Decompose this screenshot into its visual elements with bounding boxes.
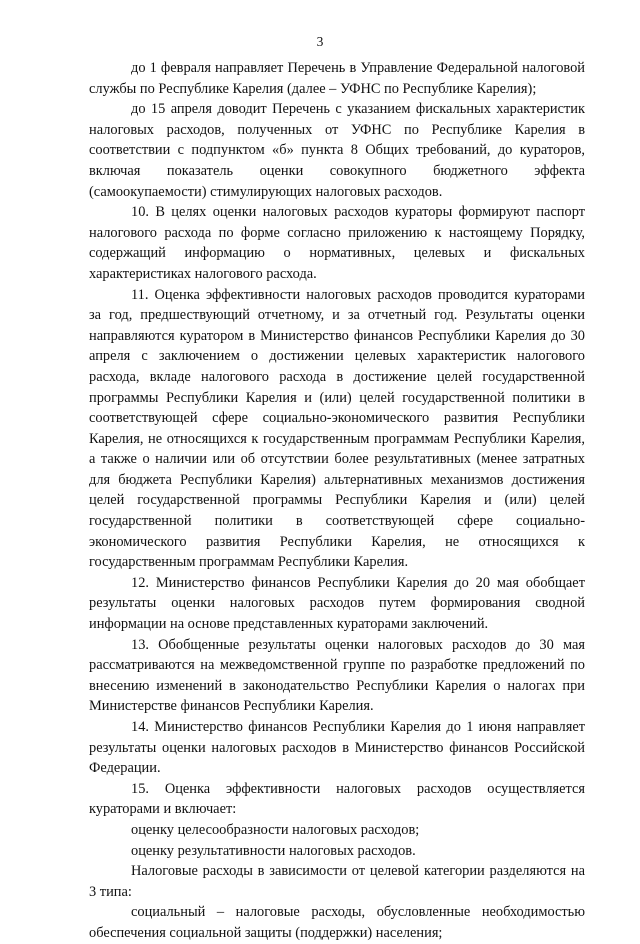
paragraph-item-11: 11. Оценка эффективности налоговых расходов проводится кураторами за год, предшествующий отчетному, и за отчетный год. Результаты оценки направляются куратором в Министерство финансов Республики Карелия до 30 апреля с заключением о достижении целевых характеристик налогового расхода, вкладе налогового расхода в достижение целей государственной программы Республики Карелия и (или) целей государственной политики в соответствующей сфере социально-экономического развития Республики Карелия, не относящихся к государственным программам Республики Карелия, а также о наличии или об отсутствии более результативных (менее затратных для бюджета Республики Карелия) альтернативных механизмов достижения целей государственной программы Республики Карелия и (или) целей государственной политики в соответствующей сфере социально-экономического развития Республики Карелия, не относящихся к государственным программам Республики Карелия. (89, 286, 585, 571)
paragraph-item-10: 10. В целях оценки налоговых расходов кураторы формируют паспорт налогового расхода по форме согласно приложению к настоящему Порядку, содержащий информацию о нормативных, целевых и фискальных характеристиках налогового расхода. (89, 204, 585, 282)
paragraph-item-14: 14. Министерство финансов Республики Карелия до 1 июня направляет результаты оценки налоговых расходов в Министерство финансов Российской Федерации. (89, 719, 585, 777)
paragraph-item-12: 12. Министерство финансов Республики Карелия до 20 мая обобщает результаты оценки налоговых расходов путем формирования сводной информации на основе представленных кураторами заключений. (89, 574, 585, 633)
paragraph-february-deadline: до 1 февраля направляет Перечень в Управление Федеральной налоговой службы по Республике Карелия (далее – УФНС по Республике Карелия); (89, 60, 585, 97)
list-item-expediency: оценку целесообразности налоговых расходов; (131, 821, 420, 838)
paragraph-social-type: социальный – налоговые расходы, обусловленные необходимостью обеспечения социальной защиты (поддержки) населения; (89, 904, 585, 941)
page-number: 3 (316, 34, 324, 49)
paragraph-april-deadline: до 15 апреля доводит Перечень с указанием фискальных характеристик налоговых расходов, полученных от УФНС по Республике Карелия в соответствии с подпунктом «б» пункта 8 Общих требований, до кураторов, включая показатель оценки совокупного бюджетного эффекта (самоокупаемости) стимулирующих налоговых расходов. (89, 101, 585, 200)
paragraph-item-13: 13. Обобщенные результаты оценки налоговых расходов до 30 мая рассматриваются на межведомственной группе по разработке предложений по внесению изменений в законодательство Республики Карелия о налогах при Министерстве финансов Республики Карелия. (89, 636, 585, 715)
document-body (89, 58, 585, 944)
list-item-effectiveness: оценку результативности налоговых расходов. (131, 842, 416, 859)
paragraph-item-15: 15. Оценка эффективности налоговых расходов осуществляется кураторами и включает: (89, 780, 585, 818)
paragraph-types-intro: Налоговые расходы в зависимости от целевой категории разделяются на 3 типа: (89, 863, 585, 900)
